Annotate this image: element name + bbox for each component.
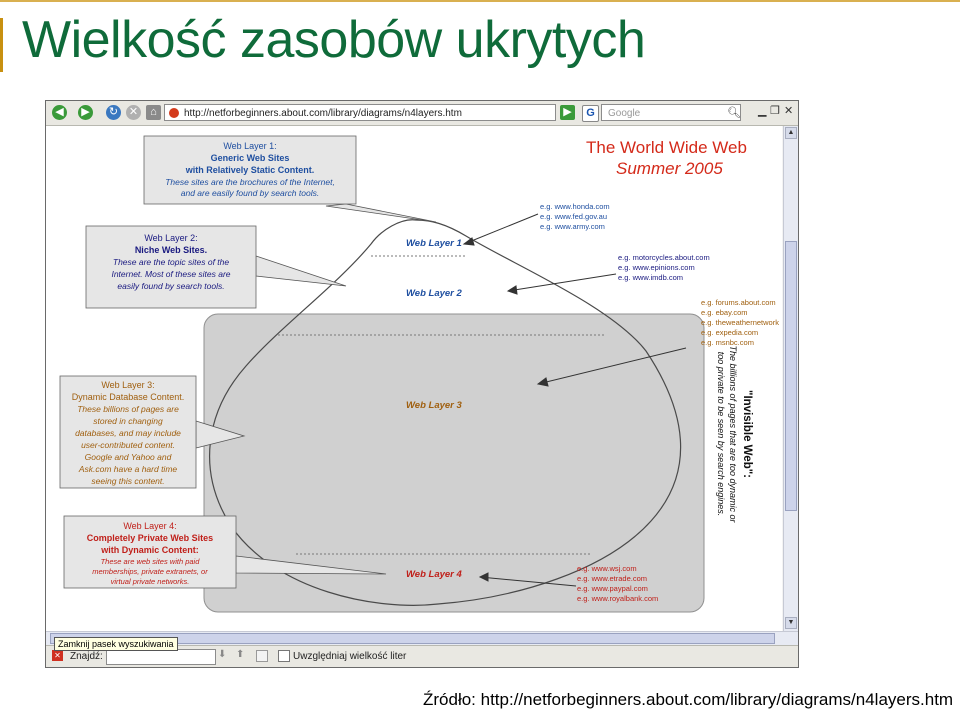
svg-text:e.g. www.paypal.com: e.g. www.paypal.com	[577, 584, 648, 593]
favicon-icon	[169, 108, 179, 118]
svg-text:e.g. www.epinions.com: e.g. www.epinions.com	[618, 263, 695, 272]
search-input[interactable]	[601, 104, 741, 121]
stop-icon[interactable]: ✕	[126, 105, 141, 120]
svg-text:stored in changing: stored in changing	[93, 416, 163, 426]
restore-icon[interactable]: ❐	[770, 105, 780, 117]
find-input[interactable]	[106, 649, 216, 665]
svg-text:Completely Private Web Sites: Completely Private Web Sites	[86, 533, 214, 543]
svg-text:e.g. www.wsj.com: e.g. www.wsj.com	[577, 564, 637, 573]
examples-layer-2	[618, 253, 710, 282]
examples-layer-3	[701, 298, 779, 347]
svg-text:Dynamic Database Content.: Dynamic Database Content.	[71, 392, 185, 402]
svg-text:The billions of pages that are: The billions of pages that are too dynamic or	[728, 345, 738, 523]
svg-text:e.g. msnbc.com: e.g. msnbc.com	[701, 338, 754, 347]
svg-text:Ask.com have a hard time: Ask.com have a hard time	[78, 464, 178, 474]
svg-text:e.g. www.etrade.com: e.g. www.etrade.com	[577, 574, 648, 583]
svg-text:with Dynamic Content:: with Dynamic Content:	[101, 545, 199, 555]
svg-text:e.g. www.honda.com: e.g. www.honda.com	[540, 202, 610, 211]
top-rule	[0, 0, 960, 2]
svg-text:Web Layer 1:: Web Layer 1:	[223, 141, 277, 151]
svg-text:"Invisible Web":: "Invisible Web":	[741, 389, 753, 479]
close-icon[interactable]: ✕	[784, 105, 794, 117]
forward-icon[interactable]: ▶	[78, 105, 93, 120]
svg-text:easily found by search tools.: easily found by search tools.	[117, 281, 225, 291]
svg-text:These sites are the brochures: These sites are the brochures of the Internet,	[165, 177, 335, 187]
svg-text:These billions of pages are: These billions of pages are	[77, 404, 179, 414]
search-placeholder: Google	[608, 108, 641, 119]
svg-text:memberships, private extranets: memberships, private extranets, or	[92, 567, 208, 576]
svg-text:These are web sites with paid: These are web sites with paid	[100, 557, 200, 566]
svg-text:user-contributed content.: user-contributed content.	[81, 440, 175, 450]
svg-text:e.g. www.imdb.com: e.g. www.imdb.com	[618, 273, 684, 282]
callout-layer-2	[86, 226, 346, 308]
layer-label-4: Web Layer 4	[406, 569, 462, 580]
svg-text:e.g. www.royalbank.com: e.g. www.royalbank.com	[577, 594, 659, 603]
svg-text:virtual private networks.: virtual private networks.	[110, 577, 190, 586]
layer-label-3: Web Layer 3	[406, 400, 462, 411]
svg-text:Internet. Most of these sites: Internet. Most of these sites are	[111, 269, 231, 279]
svg-text:Generic Web Sites: Generic Web Sites	[210, 153, 290, 163]
svg-text:e.g. expedia.com: e.g. expedia.com	[701, 328, 759, 337]
find-label: Znajdź:	[70, 651, 103, 662]
layer-label-2: Web Layer 2	[406, 288, 462, 299]
reload-icon[interactable]: ↻	[106, 105, 121, 120]
go-icon[interactable]: ▶	[560, 105, 575, 120]
browser-toolbar	[46, 101, 798, 126]
minimize-icon[interactable]: ▁	[758, 105, 767, 117]
match-case-checkbox[interactable]	[278, 650, 290, 662]
svg-text:e.g. www.army.com: e.g. www.army.com	[540, 222, 605, 231]
page-content	[46, 126, 782, 631]
slide-title: Wielkość zasobów ukrytych	[22, 11, 646, 69]
svg-text:These are the topic sites of t: These are the topic sites of the	[112, 257, 230, 267]
find-previous-icon[interactable]: ⬆	[236, 649, 245, 660]
svg-text:and are easily found by search: and are easily found by search tools.	[180, 188, 320, 198]
close-findbar-icon[interactable]: ✕	[52, 650, 63, 661]
layer-label-1: Web Layer 1	[406, 238, 462, 249]
browser-screenshot	[45, 100, 799, 668]
search-icon[interactable]: 🔍︎	[727, 107, 741, 119]
svg-text:Web Layer 4:: Web Layer 4:	[123, 521, 177, 531]
match-case-label: Uwzględniaj wielkość liter	[293, 651, 407, 662]
svg-text:Google and Yahoo and: Google and Yahoo and	[84, 452, 172, 462]
svg-text:e.g. www.fed.gov.au: e.g. www.fed.gov.au	[540, 212, 607, 221]
svg-text:e.g. motorcycles.about.com: e.g. motorcycles.about.com	[618, 253, 710, 262]
address-bar[interactable]	[164, 104, 556, 121]
diagram-title-1: The World Wide Web	[586, 138, 747, 157]
svg-text:too private to be seen by sear: too private to be seen by search engines.	[716, 351, 726, 517]
svg-text:e.g. ebay.com: e.g. ebay.com	[701, 308, 748, 317]
back-icon[interactable]: ◀	[52, 105, 67, 120]
svg-text:Niche Web Sites.: Niche Web Sites.	[134, 245, 208, 255]
source-caption: Źródło: http://netforbeginners.about.com/library/diagrams/n4layers.htm	[423, 690, 954, 709]
vertical-scroll-thumb[interactable]	[785, 241, 797, 511]
svg-text:with Relatively Static Content: with Relatively Static Content.	[185, 165, 315, 175]
svg-text:e.g. forums.about.com: e.g. forums.about.com	[701, 298, 776, 307]
scroll-down-icon[interactable]: ▼	[785, 617, 797, 629]
title-accent-bar	[0, 18, 3, 72]
examples-layer-1	[540, 202, 610, 231]
svg-text:seeing this content.: seeing this content.	[91, 476, 165, 486]
find-next-icon[interactable]: ⬇	[218, 649, 227, 660]
callout-layer-1	[144, 136, 436, 222]
address-text: http://netforbeginners.about.com/library/diagrams/n4layers.htm	[184, 108, 462, 119]
diagram-title-2: Summer 2005	[616, 159, 723, 178]
invisible-web-note	[716, 345, 753, 523]
close-search-tooltip: Zamknij pasek wyszukiwania	[54, 637, 178, 651]
web-layers-diagram	[46, 126, 782, 631]
svg-text:e.g. theweathernetwork: e.g. theweathernetwork	[701, 318, 779, 327]
svg-text:Web Layer 3:: Web Layer 3:	[101, 380, 155, 390]
home-icon[interactable]: ⌂	[146, 105, 161, 120]
google-icon[interactable]: G	[582, 105, 599, 122]
svg-text:databases, and may include: databases, and may include	[75, 428, 181, 438]
scroll-up-icon[interactable]: ▲	[785, 127, 797, 139]
vertical-scrollbar[interactable]	[783, 126, 798, 631]
svg-text:Web Layer 2:: Web Layer 2:	[144, 233, 198, 243]
highlight-icon[interactable]	[256, 650, 268, 662]
